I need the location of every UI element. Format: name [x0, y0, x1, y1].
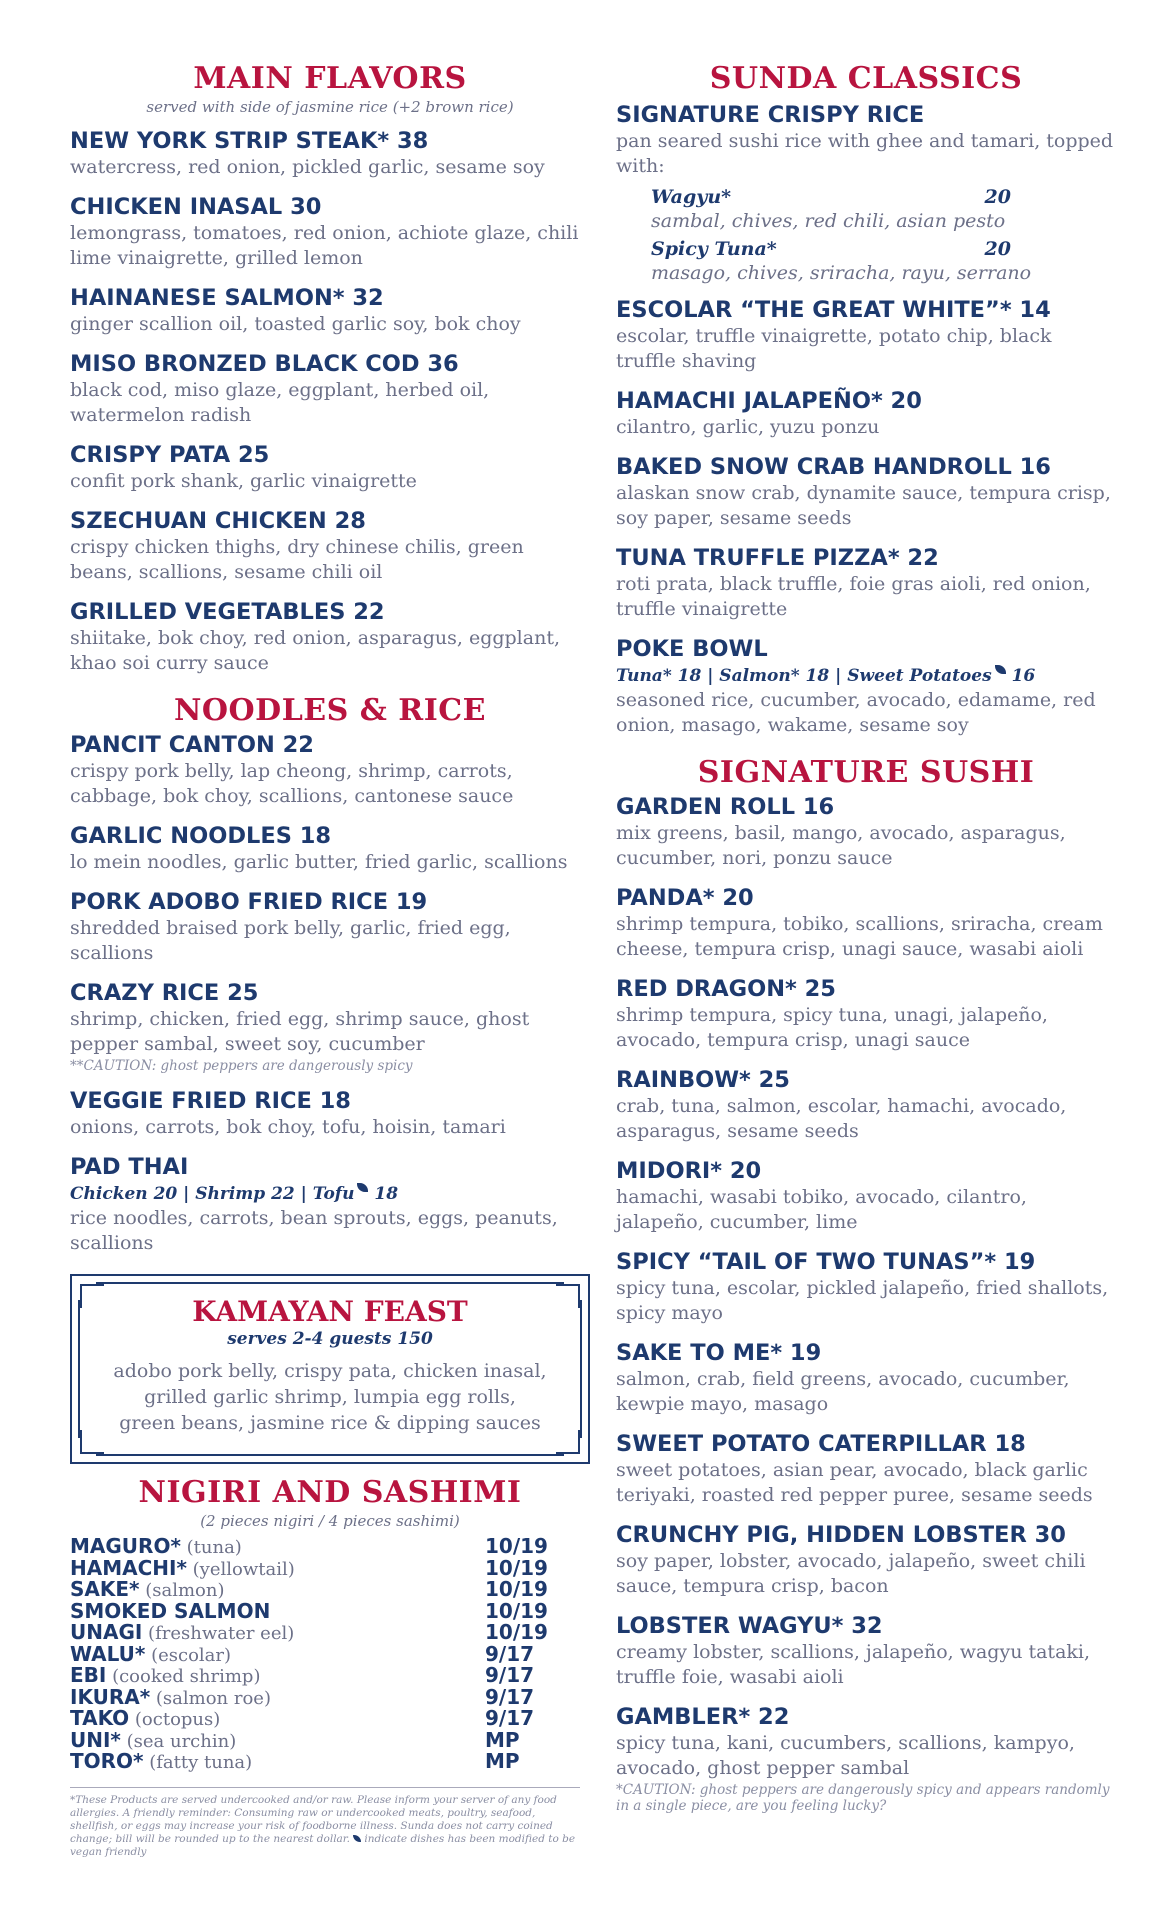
nigiri-price: 9/17 [485, 1706, 535, 1730]
item-desc: salmon, crab, field greens, avocado, cucumber, kewpie mayo, masago [616, 1368, 1070, 1415]
nigiri-name: UNI* [70, 1727, 121, 1752]
ornament-corner [556, 1284, 580, 1308]
item-desc: alaskan snow crab, dynamite sauce, tempura crisp, soy paper, sesame seeds [616, 482, 1111, 529]
item-desc: escolar, truffle vinaigrette, potato chip, black truffle shaving [616, 325, 1052, 372]
item-desc: lemongrass, tomatoes, red onion, achiote glaze, chili lime vinaigrette, grilled lemon [70, 222, 579, 269]
menu-item [616, 1431, 1116, 1508]
nigiri-row [70, 1751, 590, 1773]
item-name: TUNA TRUFFLE PIZZA* 22 [616, 545, 939, 571]
item-desc: black cod, miso glaze, eggplant, herbed oil, watermelon radish [70, 379, 490, 426]
item-desc: crispy chicken thighs, dry chinese chilis, green beans, scallions, sesame chili oil [70, 536, 524, 583]
item-desc: rice noodles, carrots, bean sprouts, eggs, peanuts, scallions [70, 1207, 558, 1254]
nigiri-row [70, 1684, 590, 1709]
nigiri-note: (tuna) [180, 1537, 242, 1558]
nigiri-price: 10/19 [485, 1534, 548, 1558]
item-desc: shiitake, bok choy, red onion, asparagus, eggplant, khao soi curry sauce [70, 627, 560, 674]
item-name: PANDA* 20 [616, 885, 754, 911]
item-desc: sweet potatoes, asian pear, avocado, black garlic teriyaki, roasted red pepper puree, sesame seeds [616, 1459, 1093, 1506]
sub-item [651, 185, 1116, 233]
item-desc: cilantro, garlic, yuzu ponzu [616, 416, 880, 438]
caution-note: **CAUTION: ghost peppers are dangerously spicy [70, 1058, 413, 1074]
menu-item [616, 297, 1116, 374]
item-desc: watercress, red onion, pickled garlic, sesame soy [70, 156, 545, 178]
item-desc: hamachi, wasabi tobiko, avocado, cilantro, jalapeño, cucumber, lime [616, 1186, 1027, 1233]
item-name: ESCOLAR “THE GREAT WHITE”* 14 [616, 297, 1051, 323]
fine-print-text: *These Products are served undercooked and/or raw. Please inform your server of any food allergies. A friendly reminder: Consuming raw or undercooked meats, poultry, seafood, shellfish, or eggs may increase your risk of foodborne illness. Sunda does not carry coined change; bill will be rounded up to the nearest dollar. [70, 1793, 557, 1845]
item-desc: shredded braised pork belly, garlic, fried egg, scallions [70, 917, 511, 964]
nigiri-note: (yellowtail) [186, 1558, 295, 1580]
nigiri-price: MP [485, 1727, 520, 1752]
item-name: CRUNCHY PIG, HIDDEN LOBSTER 30 [616, 1522, 1066, 1548]
nigiri-price: 10/19 [485, 1577, 548, 1601]
nigiri-list [70, 1536, 590, 1773]
sushi-title: SIGNATURE SUSHI [697, 755, 1035, 790]
feast-desc-line: green beans, jasmine rice & dipping sauces [119, 1412, 541, 1434]
item-name: SZECHUAN CHICKEN 28 [70, 508, 366, 534]
item-name: MIDORI* 20 [616, 1158, 762, 1184]
item-desc: shrimp tempura, spicy tuna, unagi, jalapeño, avocado, tempura crisp, unagi sauce [616, 1004, 1048, 1051]
nigiri-name: SMOKED SALMON [70, 1598, 271, 1623]
left-column [70, 62, 590, 1859]
nigiri-note: (salmon) [139, 1580, 225, 1601]
menu-item [616, 885, 1116, 962]
item-name: GARDEN ROLL 16 [616, 794, 835, 820]
nigiri-row [70, 1555, 590, 1580]
sub-item-price: 20 [984, 186, 1011, 208]
menu-item [616, 388, 1116, 440]
menu-item [70, 194, 590, 271]
nigiri-row [70, 1641, 590, 1666]
crispy-rice-options [651, 185, 1116, 285]
item-desc: shrimp tempura, tobiko, scallions, sriracha, cream cheese, tempura crisp, unagi sauce, wasabi aioli [616, 913, 1103, 960]
nigiri-row [70, 1622, 590, 1644]
menu-item [70, 285, 590, 337]
nigiri-row [70, 1708, 590, 1730]
menu-item [70, 889, 590, 966]
item-name: LOBSTER WAGYU* 32 [616, 1613, 883, 1639]
nigiri-note: (fatty tuna) [143, 1752, 253, 1773]
item-options [70, 1183, 590, 1205]
fine-print [70, 1787, 580, 1859]
menu-item [616, 636, 1116, 738]
item-name: PANCIT CANTON 22 [70, 732, 314, 758]
sub-item [651, 237, 1116, 285]
nigiri-name: EBI [70, 1663, 107, 1687]
item-name: CHICKEN INASAL 30 [70, 194, 322, 220]
menu-item [616, 1613, 1116, 1690]
item-name: GAMBLER* 22 [616, 1704, 790, 1730]
feast-desc-line: adobo pork belly, crispy pata, chicken inasal, [113, 1360, 547, 1382]
menu-item [70, 599, 590, 676]
item-name: PAD THAI [70, 1154, 189, 1180]
item-name: CRISPY PATA 25 [70, 442, 270, 468]
item-desc: seasoned rice, cucumber, avocado, edamame, red onion, masago, wakame, sesame soy [616, 689, 1096, 736]
menu-item [70, 823, 590, 875]
feast-content [102, 1296, 558, 1436]
menu-item [616, 794, 1116, 871]
menu-item [616, 1158, 1116, 1235]
menu-item [616, 1249, 1116, 1326]
sub-item-desc: masago, chives, sriracha, rayu, serrano [651, 262, 1032, 284]
item-desc: creamy lobster, scallions, jalapeño, wagyu tataki, truffle foie, wasabi aioli [616, 1641, 1091, 1688]
nigiri-name: TORO* [70, 1749, 144, 1773]
item-name: POKE BOWL [616, 636, 768, 662]
item-name: RED DRAGON* 25 [616, 976, 836, 1002]
nigiri-price: 10/19 [485, 1555, 548, 1580]
nigiri-price: 9/17 [485, 1684, 535, 1709]
feast-title: KAMAYAN FEAST [192, 1295, 468, 1328]
classics-title: SUNDA CLASSICS [709, 61, 1023, 96]
leaf-icon [353, 1835, 361, 1842]
item-desc: pan seared sushi rice with ghee and tamari, topped with: [616, 130, 1114, 177]
item-name: HAMACHI JALAPEÑO* 20 [616, 388, 922, 414]
sub-item-desc: sambal, chives, red chili, asian pesto [651, 210, 1006, 232]
noodles-title: NOODLES & RICE [173, 693, 486, 728]
nigiri-name: TAKO [70, 1706, 130, 1730]
right-column [616, 62, 1116, 1828]
fine-print-tail: indicate dishes has been modified to be vegan friendly [70, 1832, 576, 1858]
menu-item [70, 980, 590, 1074]
nigiri-row [70, 1598, 590, 1623]
kamayan-feast-box [70, 1274, 590, 1464]
nigiri-note: (salmon roe) [150, 1687, 271, 1709]
caution-note: *CAUTION: ghost peppers are dangerously spicy and appears randomly in a single piece, are you feeling lucky? [616, 1782, 1110, 1814]
menu-item [70, 128, 590, 180]
sub-item-name: Wagyu* [651, 186, 732, 208]
menu-item [616, 454, 1116, 531]
leaf-icon [357, 1183, 368, 1192]
nigiri-note: (sea urchin) [120, 1730, 237, 1752]
item-desc: mix greens, basil, mango, avocado, asparagus, cucumber, nori, ponzu sauce [616, 822, 1066, 869]
nigiri-note: (freshwater eel) [142, 1623, 295, 1644]
nigiri-name: WALU* [70, 1641, 146, 1666]
feast-desc-line: grilled garlic shrimp, lumpia egg rolls, [144, 1386, 516, 1408]
item-name: BAKED SNOW CRAB HANDROLL 16 [616, 454, 1051, 480]
nigiri-price: 10/19 [485, 1598, 548, 1623]
nigiri-name: UNAGI [70, 1620, 143, 1644]
item-desc: spicy tuna, escolar, pickled jalapeño, fried shallots, spicy mayo [616, 1277, 1109, 1324]
item-desc: crispy pork belly, lap cheong, shrimp, carrots, cabbage, bok choy, scallions, cantonese sauce [70, 760, 514, 807]
item-name: SIGNATURE CRISPY RICE [616, 102, 925, 128]
item-name: GRILLED VEGETABLES 22 [70, 599, 385, 625]
nigiri-row [70, 1536, 590, 1558]
menu-item [616, 545, 1116, 622]
feast-subtitle: serves 2-4 guests 150 [227, 1329, 433, 1349]
item-desc: crab, tuna, salmon, escolar, hamachi, avocado, asparagus, sesame seeds [616, 1095, 1067, 1142]
item-name: SAKE TO ME* 19 [616, 1340, 822, 1366]
menu-item [616, 1340, 1116, 1417]
nigiri-price: 9/17 [485, 1641, 535, 1666]
item-desc: spicy tuna, kani, cucumbers, scallions, kampyo, avocado, ghost pepper sambal [616, 1732, 1075, 1779]
menu-item [70, 1154, 590, 1256]
leaf-icon [995, 665, 1006, 674]
options-price: 16 [1005, 666, 1036, 686]
item-desc: ginger scallion oil, toasted garlic soy, bok choy [70, 313, 521, 335]
nigiri-price: 10/19 [485, 1620, 548, 1644]
item-name: CRAZY RICE 25 [70, 980, 259, 1006]
nigiri-title: NIGIRI AND SASHIMI [138, 1475, 522, 1510]
item-name: VEGGIE FRIED RICE 18 [70, 1088, 351, 1114]
menu-item [616, 1522, 1116, 1599]
item-name: NEW YORK STRIP STEAK* 38 [70, 128, 429, 154]
nigiri-subtitle: (2 pieces nigiri / 4 pieces sashimi) [200, 1512, 460, 1530]
ornament-corner [80, 1430, 104, 1454]
item-name: GARLIC NOODLES 18 [70, 823, 332, 849]
item-desc: soy paper, lobster, avocado, jalapeño, sweet chili sauce, tempura crisp, bacon [616, 1550, 1086, 1597]
nigiri-name: IKURA* [70, 1684, 151, 1709]
ornament-corner [556, 1430, 580, 1454]
ornament-corner [80, 1284, 104, 1308]
menu-item [616, 1067, 1116, 1144]
menu-item [70, 1088, 590, 1140]
main-flavors-subtitle: served with side of jasmine rice (+2 brown rice) [146, 98, 514, 116]
menu-item [70, 732, 590, 809]
item-desc: roti prata, black truffle, foie gras aioli, red onion, truffle vinaigrette [616, 573, 1091, 620]
menu-item [70, 442, 590, 494]
sub-item-price: 20 [984, 238, 1011, 260]
nigiri-name: SAKE* [70, 1577, 140, 1601]
item-name: MISO BRONZED BLACK COD 36 [70, 351, 459, 377]
menu-item [70, 508, 590, 585]
item-name: PORK ADOBO FRIED RICE 19 [70, 889, 428, 915]
nigiri-name: HAMACHI* [70, 1555, 187, 1580]
nigiri-row [70, 1579, 590, 1601]
nigiri-note: (escolar) [145, 1644, 232, 1666]
item-desc: lo mein noodles, garlic butter, fried garlic, scallions [70, 851, 568, 873]
nigiri-price: MP [485, 1749, 520, 1773]
options-text: Tuna* 18 | Salmon* 18 | Sweet Potatoes [616, 666, 992, 686]
item-desc: shrimp, chicken, fried egg, shrimp sauce, ghost pepper sambal, sweet soy, cucumber [70, 1008, 530, 1055]
nigiri-note: (octopus) [129, 1709, 221, 1730]
item-name: SWEET POTATO CATERPILLAR 18 [616, 1431, 1026, 1457]
nigiri-row [70, 1665, 590, 1687]
sub-item-name: Spicy Tuna* [651, 238, 777, 260]
main-flavors-title: MAIN FLAVORS [193, 61, 467, 96]
options-text: Chicken 20 | Shrimp 22 | Tofu [70, 1184, 355, 1204]
item-desc: onions, carrots, bok choy, tofu, hoisin, tamari [70, 1116, 506, 1138]
nigiri-name: MAGURO* [70, 1534, 181, 1558]
nigiri-row [70, 1727, 590, 1752]
menu-item [616, 1704, 1116, 1814]
nigiri-price: 9/17 [485, 1663, 535, 1687]
menu-item [616, 102, 1116, 179]
item-name: SPICY “TAIL OF TWO TUNAS”* 19 [616, 1249, 1036, 1275]
item-options [616, 665, 1116, 687]
menu-item [616, 976, 1116, 1053]
nigiri-note: (cooked shrimp) [106, 1666, 261, 1687]
item-desc: confit pork shank, garlic vinaigrette [70, 470, 417, 492]
options-price: 18 [368, 1184, 399, 1204]
item-name: RAINBOW* 25 [616, 1067, 790, 1093]
menu-item [70, 351, 590, 428]
item-name: HAINANESE SALMON* 32 [70, 285, 384, 311]
